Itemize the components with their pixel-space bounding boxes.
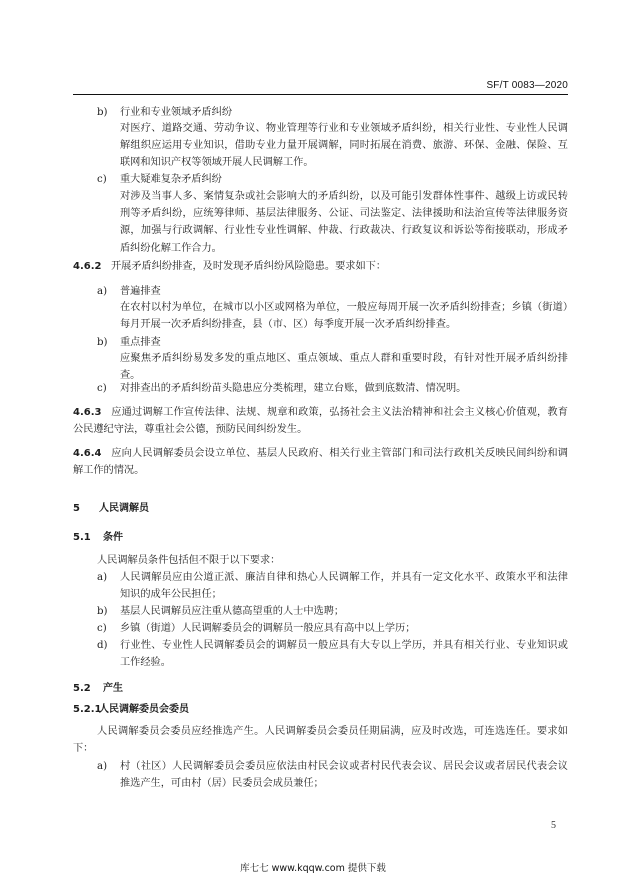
section-number: 5.2 [73, 683, 91, 694]
list-item-text: 乡镇（街道）人民调解委员会的调解员一般应具有高中以上学历； [120, 623, 416, 634]
header-rule [73, 94, 568, 95]
section-5-2-1-heading [73, 701, 568, 718]
list-label: a) [97, 761, 108, 772]
paragraph: 在农村以村为单位，在城市以小区或网格为单位，一般应每周开展一次矛盾纠纷排查；乡镇（街道）每月开展一次矛盾纠纷排查，县（市、区）每季度开展一次矛盾纠纷排查。 [120, 302, 568, 331]
standard-number: SF/T 0083—2020 [486, 80, 568, 91]
clause-number: 4.6.4 [73, 448, 102, 459]
list-item-text: 村（社区）人民调解委员会委员应依法由村民会议或者村民代表会议、居民会议或者居民代表会议推选产生，可由村（居）民委员会成员兼任； [120, 761, 568, 790]
section-title: 条件 [103, 532, 123, 543]
list-label: d) [97, 640, 108, 651]
list-label: a) [97, 572, 108, 583]
clause-4-6-2 [73, 258, 568, 275]
clause-number: 4.6.3 [73, 407, 102, 418]
paragraph: 对医疗、道路交通、劳动争议、物业管理等行业和专业领域矛盾纠纷，相关行业性、专业性人民调解组织应运用专业知识，借助专业力量开展调解，同时拓展在消费、旅游、环保、金融、保险、互联网和知识产权等领域开展人民调解工作。 [120, 123, 568, 169]
clause-number: 4.6.2 [73, 261, 102, 272]
section-number: 5.2.1 [73, 704, 102, 715]
paragraph: 对涉及当事人多、案情复杂或社会影响大的矛盾纠纷，以及可能引发群体性事件、越级上访或民转刑等矛盾纠纷，应统筹律师、基层法律服务、公证、司法鉴定、法律援助和法治宣传等法律服务资源，加强与行政调解、行业性专业性调解、仲裁、行政裁决、行政复议和诉讼等衔接联动，形成矛盾纠纷化解工作合力。 [120, 191, 568, 254]
section-title: 人民调解员 [99, 503, 149, 514]
list-item-text: 基层人民调解员应注重从德高望重的人士中选聘； [120, 606, 345, 617]
section-5-2-heading [73, 680, 568, 697]
paragraph: 人民调解员条件包括但不限于以下要求： [97, 555, 281, 566]
clause-text: 开展矛盾纠纷排查，及时发现矛盾纠纷风险隐患。要求如下： [111, 261, 387, 272]
clause-text: 应通过调解工作宣传法律、法规、规章和政策，弘扬社会主义法治精神和社会主义核心价值观，教育公民遵纪守法，尊重社会公德，预防民间纠纷发生。 [73, 407, 568, 436]
paragraph: 应聚焦矛盾纠纷易发多发的重点地区、重点领域、重点人群和重要时段，有针对性开展矛盾纠纷排查。 [120, 353, 568, 382]
list-label: c) [97, 383, 107, 394]
list-item-text: 行业性、专业性人民调解委员会的调解员一般应具有大专以上学历，并具有相关行业、专业知识或工作经验。 [120, 640, 568, 669]
clause-4-6-4 [73, 445, 568, 479]
list-item-d [73, 637, 568, 671]
list-item-title: 重点排查 [120, 337, 161, 348]
list-label: a) [97, 286, 108, 297]
list-label: b) [97, 606, 108, 617]
list-item-c [73, 620, 568, 637]
watermark-text: 库七七 www.kqqw.com 提供下载 [240, 863, 386, 874]
section-number: 5 [73, 503, 80, 514]
list-label: b) [97, 337, 108, 348]
list-item-a [73, 758, 568, 792]
list-item-title: 重大疑难复杂矛盾纠纷 [120, 174, 222, 185]
section-title: 人民调解委员会委员 [99, 704, 189, 715]
list-label: c) [97, 174, 107, 185]
page-number: 5 [551, 820, 556, 831]
list-item-c [73, 380, 568, 397]
list-item-text: 对排查出的矛盾纠纷苗头隐患应分类梳理，建立台账，做到底数清、情况明。 [120, 383, 467, 394]
list-item-b [73, 104, 568, 121]
list-item-b [73, 334, 568, 351]
list-item-b [73, 603, 568, 620]
list-item-text: 人民调解员应由公道正派、廉洁自律和热心人民调解工作，并具有一定文化水平、政策水平和法律知识的成年公民担任； [120, 572, 568, 601]
clause-4-6-3 [73, 404, 568, 438]
list-item-a [73, 283, 568, 300]
list-item-title: 普遍排查 [120, 286, 161, 297]
list-label: b) [97, 107, 108, 118]
list-item-a [73, 569, 568, 603]
section-number: 5.1 [73, 532, 91, 543]
list-item-title: 行业和专业领域矛盾纠纷 [120, 107, 233, 118]
section-5-heading [73, 500, 568, 517]
paragraph: 人民调解委员会委员应经推选产生。人民调解委员会委员任期届满，应及时改选，可连选连任。要求如下： [73, 726, 568, 755]
list-label: c) [97, 623, 107, 634]
list-item-c [73, 171, 568, 188]
clause-text: 应向人民调解委员会设立单位、基层人民政府、相关行业主管部门和司法行政机关反映民间纠纷和调解工作的情况。 [73, 448, 568, 477]
download-footer [0, 862, 626, 885]
section-title: 产生 [103, 683, 123, 694]
section-5-1-heading [73, 529, 568, 546]
